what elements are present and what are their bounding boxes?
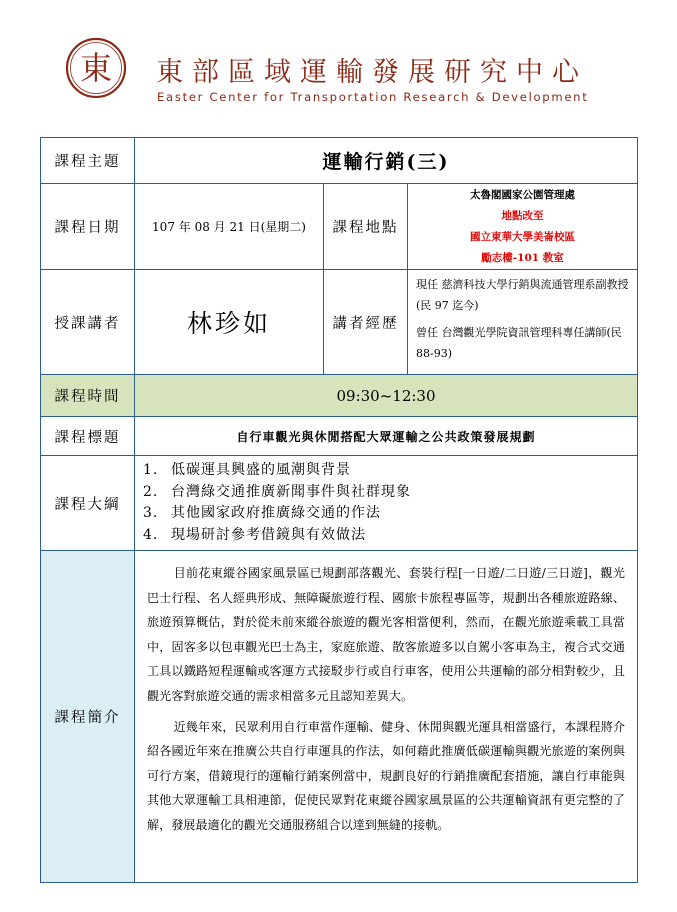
label-lecturer: 授課講者 (41, 270, 135, 375)
label-course-intro: 課程簡介 (41, 551, 135, 883)
center-logo (64, 36, 128, 100)
lecturer-experience-value (408, 270, 638, 375)
outline-number: 4. (143, 526, 159, 543)
label-course-theme: 課程主題 (41, 138, 135, 184)
course-intro-value (135, 551, 638, 883)
outline-text: 台灣綠交通推廣新聞事件與社群現象 (171, 483, 411, 500)
row-course-outline (41, 456, 638, 551)
label-course-time: 課程時間 (41, 375, 135, 417)
course-location-value (408, 184, 638, 270)
location-original: 太魯閣國家公園管理處 (470, 188, 575, 201)
row-date-location (41, 184, 638, 270)
row-course-intro (41, 551, 638, 883)
outline-item (143, 460, 629, 482)
outline-item (143, 482, 629, 504)
logo-glyph: 東 (79, 49, 113, 87)
label-course-outline: 課程大綱 (41, 456, 135, 551)
outline-number: 2. (143, 483, 159, 500)
lecturer-name-value: 林珍如 (135, 270, 324, 375)
label-course-location: 課程地點 (324, 184, 408, 270)
course-topic-value: 自行車觀光與休閒搭配大眾運輸之公共政策發展規劃 (135, 417, 638, 456)
label-course-topic: 課程標題 (41, 417, 135, 456)
course-time-value: 09:30~12:30 (135, 375, 638, 417)
row-course-theme (41, 138, 638, 184)
row-lecturer (41, 270, 638, 375)
location-new-room: 勵志樓-101 教室 (481, 251, 564, 264)
location-new-campus: 國立東華大學美崙校區 (470, 230, 575, 243)
row-course-time (41, 375, 638, 417)
course-theme-value: 運輸行銷(三) (135, 138, 638, 184)
outline-item (143, 525, 629, 547)
experience-current: 現任 慈濟科技大學行銷與流通管理系副教授 (民 97 迄今) (416, 278, 629, 312)
course-date-value: 107 年 08 月 21 日(星期二) (135, 184, 324, 270)
logo-seal-icon (64, 36, 128, 100)
intro-paragraph: 目前花東縱谷國家風景區已規劃部落觀光、套裝行程[一日遊/二日遊/三日遊]，觀光巴士行程、名人經典形成、無障礙旅遊行程、國旅卡旅程專區等，規劃出各種旅遊路線、旅遊預算概估，對於從未前來縱谷旅遊的觀光客相當便利，然而，在觀光旅遊乘載工具當中，固客多以包車觀光巴士為主，家庭旅遊、散客旅遊多以自駕小客車為主，複合式交通工具以鐵路短程運輸或客運方式接駁步行或自行車客，使用公共運輸的部分相對較少，且觀光客對旅遊交通的需求相當多元且認知差異大。 (147, 566, 626, 703)
label-lecturer-experience: 講者經歷 (324, 270, 408, 375)
outline-number: 1. (143, 462, 159, 478)
center-title-english: Easter Center for Transportation Research & Development (157, 90, 589, 104)
outline-text: 低碳運具興盛的風潮與背景 (171, 462, 351, 478)
outline-item (143, 503, 629, 525)
course-info-table (40, 137, 638, 883)
outline-text: 現場研討參考借鏡與有效做法 (171, 526, 366, 543)
intro-paragraph: 近幾年來，民眾利用自行車當作運輸、健身、休閒與觀光運具相當盛行，本課程將介紹各國近年來在推廣公共自行車運具的作法，如何藉此推廣低碳運輸與觀光旅遊的案例與可行方案，借鏡現行的運輸行銷案例當中，規劃良好的行銷推廣配套措施，讓自行車能與其他大眾運輸工具相連節，促使民眾對花東縱谷國家風景區的公共運輸資訊有更完整的了解，發展最適化的觀光交通服務組合以達到無縫的接軌。 (147, 719, 626, 832)
outline-number: 3. (143, 505, 159, 521)
outline-text: 其他國家政府推廣綠交通的作法 (171, 505, 381, 521)
label-course-date: 課程日期 (41, 184, 135, 270)
letterhead (0, 0, 677, 128)
experience-previous: 曾任 台灣觀光學院資訊管理科專任講師(民 88-93) (416, 326, 622, 360)
row-course-topic (41, 417, 638, 456)
center-title-chinese: 東部區域運輸發展研究中心 (156, 57, 588, 88)
location-change-note: 地點改至 (501, 209, 544, 222)
course-outline-value (135, 456, 638, 551)
